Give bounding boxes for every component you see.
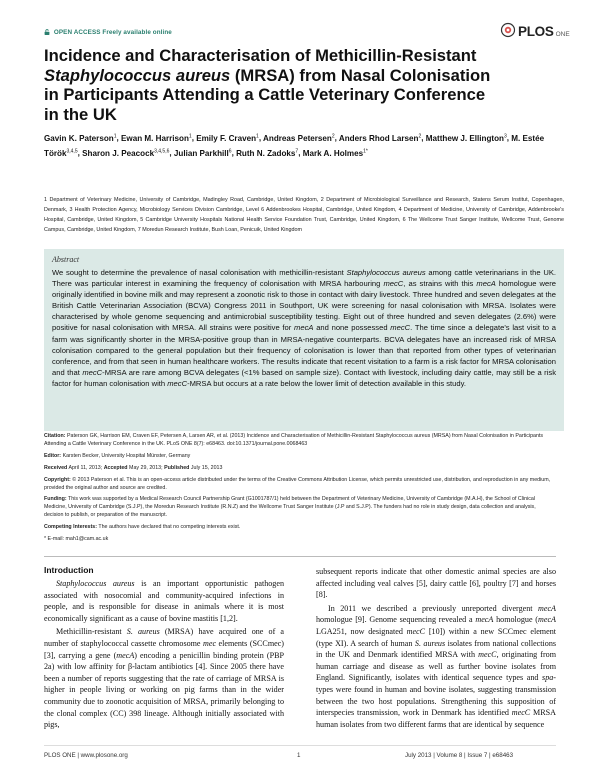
email[interactable]: * E-mail: mah1@cam.ac.uk [44,536,109,543]
right-column [316,566,556,732]
abstract-box [44,249,564,431]
footer-page-number: 1 [297,752,301,759]
footer-issue: July 2013 | Volume 8 | Issue 7 | e68463 [405,752,514,759]
open-lock-icon [44,29,50,35]
author-affiliation-marker: 1 [256,133,259,139]
author-name: Ruth N. Zadoks$^7$ [236,148,299,158]
author-name: Mark A. Holmes$^{1*}$ [302,148,368,158]
author-affiliation-marker: 1 [188,133,192,139]
abstract-text: We sought to determine the prevalence of nasal colonisation with methicillin-resistant Staphylococcus aureus among cattle veterinarians in the UK. There was particular interest in examining the frequency of colonisation with MRSA harbouring mecC, as strains with this mecA homologue were originally identified in bovine milk and may represent a zoonotic risk to those in contact with dairy livestock. Three hundred and seven delegates at the British Cattle Veterinarian Association (BCVA) Congress 2011 in Southport, UK were screening for nasal colonisation with MRSA. Isolates were characterised by whole genome sequencing and antimicrobial susceptibility testing. Eight out of three hundred and seven delegates (2.6%) were positive for nasal colonisation with MRSA. All strains were positive for mecA and none possessed mecC. The time since a delegate's last visit to a farm was significantly shorter in the MRSA-positive group than in MRSA-negative counterparts. BCVA delegates have an increased risk of MRSA colonisation compared to the general population but their frequency of colonisation is lower than that reported from other types of veterinarian conference, and from that seen in human healthcare workers. The results indicate that recent visitation to a farm is a risk factor for MRSA colonisation and that mecC-MRSA are rare among BCVA delegates (<1% based on sample size). Contact with livestock, including dairy cattle, may still be a risk factor for human colonisation with mecC-MRSA but occurs at a rate below the lower limit of detection available in this study. [52,268,557,388]
author-affiliation-marker: 1* [363,148,368,155]
competing-interests: Competing Interests: The authors have declared that no competing interests exist. [44,524,241,531]
author-name: Ewan M. Harrison$^1$ [121,133,192,143]
journal-logo-sub: ONE [555,31,570,38]
author-affiliation-marker: 2 [418,133,422,139]
author-name: Anders Rhod Larsen$^2$ [338,133,422,143]
author-list: Gavin K. Paterson$^1$, Ewan M. Harrison$^1$, Emily F. Craven$^1$, Andreas Petersen$^2$, Anders Rhod Larsen$^2$, Matthew J. Ellington$^3$, M. Estée Török$^{3,4,5}$, Sharon J. Peacock$^{3,4,5,6}$, Julian Parkhill$^6$, Ruth N. Zadoks$^7$, Mark A. Holmes$^{1*}$ [44,133,545,158]
article-metadata [44,433,556,548]
section-divider [44,556,556,557]
introduction-heading: Introduction [44,565,94,575]
left-column [44,578,284,733]
paragraph: subsequent reports indicate that other domestic animal species are also affected including veal calves [5], dairy cattle [6], poultry [7] and horses [8]. [316,567,556,600]
journal-logo-text: PLOS [518,24,554,39]
abstract-heading: Abstract [52,255,80,264]
citation: Citation: Paterson GK, Harrison EM, Craven EF, Petersen A, Larsen AR, et al. (2013) Incidence and Characterisation of Methicillin-Resistant Staphylococcus aureus (MRSA) from Nasal Colonisation in Participants Attending a Cattle Veterinary Conference in the UK. PLoS ONE 8(7): e68463. doi:10.1371/journal.pone.0068463 [44,433,544,447]
author-affiliation-marker: 7 [295,148,299,155]
footer-journal[interactable]: PLOS ONE | www.plosone.org [44,752,128,759]
footer-divider [44,745,556,746]
author-name: Emily F. Craven$^1$ [196,133,259,143]
affiliations: 1 Department of Veterinary Medicine, University of Cambridge, Madingley Road, Cambridge, United Kingdom, 2 Department of Microbiological Surveillance and Research, Statens Serum Institut, Copenhagen, Denmark, 3 Health Protection Agency, Microbiology Services Division Cambridge, Level 6 Addenbrookes Hospital, Cambridge, United Kingdom, 4 Department of Medicine, University of Cambridge, Addenbrooke's Hospital, Cambridge, United Kingdom, 5 Cambridge University Hospitals National Health Service Foundation Trust, Cambridge, United Kingdom, 6 The Wellcome Trust Sanger Institute, Wellcome Trust, Genome Campus, Cambridge, United Kingdom, 7 Moredun Research Institute, Bush Loan, Penicuik, United Kingdom [44,197,564,233]
funding: Funding: This work was supported by a Medical Research Council Partnership Grant (G1001787/1) held between the Department of Veterinary Medicine, University of Cambridge (M.A.H), the School of Clinical Medicine, University of Cambridge (S.J.P), the Moredun Research Institute (R.N.Z) and the Wellcome Trust Sanger Institute (J.P and S.J.P). The funders had no role in study design, data collection and analysis, decision to publish, or preparation of the manuscript. [44,496,536,519]
author-name: Sharon J. Peacock$^{3,4,5,6}$ [82,148,170,158]
author-affiliation-marker: 2 [331,133,335,139]
author-name: Julian Parkhill$^6$ [173,148,232,158]
open-access-text: OPEN ACCESS Freely available online [53,29,172,36]
article-title: Incidence and Characterisation of Methicillin-Resistant Staphylococcus aureus (MRSA) from Nasal Colonisation in Participants Attending a Cattle Veterinary Conference in the UK [44,46,491,124]
author-affiliation-marker: 6 [228,148,232,155]
plos-logo-icon [500,22,516,38]
paragraph: Staphylococcus aureus is an important opportunistic pathogen associated with nosocomial and community-acquired infections in people, and is responsible for disease in animals where it is most economically significant as a cause of bovine mastitis [1,2]. [44,579,284,623]
author-affiliation-marker: 3,4,5,6 [154,148,170,155]
copyright: Copyright: © 2013 Paterson et al. This is an open-access article distributed under the terms of the Creative Commons Attribution License, which permits unrestricted use, distribution, and reproduction in any medium, provided the original author and source are credited. [44,476,551,491]
author-name: Matthew J. Ellington$^3$ [425,133,507,143]
author-affiliation-marker: 3,4,5 [66,148,78,155]
editor: Editor: Karsten Becker, University Hospital Münster, Germany [44,452,191,459]
author-name: Andreas Petersen$^2$ [263,133,335,143]
paragraph: In 2011 we described a previously unreported divergent mecA homologue [9]. Genome sequencing revealed a mecA homologue (mecA LGA251, now designated mecC [10]) within a new SCCmec element (type XI). A search of human S. aureus isolates from national collections in the UK and Denmark identified MRSA with mecC, originating from human carriage and disease as well as further bovine isolates from England. Significantly, isolates with identical sequence types and spa-types were found in human and bovine isolates, suggesting transmission between the two host populations. Strengthening this supposition of interspecies transmission, work in Denmark has identified mecC MRSA human isolates from two different farms that are identical by sequence [316,603,557,729]
author-affiliation-marker: 3 [504,133,507,139]
author-affiliation-marker: 1 [113,133,117,139]
author-name: Gavin K. Paterson$^1$ [44,133,117,143]
journal-logo[interactable] [500,22,570,38]
open-access-banner [44,29,172,36]
author-name: M. Estée Török$^{3,4,5}$ [44,133,545,158]
dates: Received April 11, 2013; Accepted May 29, 2013; Published July 15, 2013 [44,464,223,471]
paragraph: Methicillin-resistant S. aureus (MRSA) have acquired one of a number of staphylococcal cassette chromosome mec elements (SCCmec) [3], carrying a gene (mecA) encoding a penicillin binding protein (PBP 2a) with low affinity for β-lactam antibiotics [4]. Since 2005 there have been a number of reports suggesting that the rate of carriage of MRSA is higher in people living or working on pig farms than in the wider community due to zoonotic acquisition of MRSA, primarily belonging to the clonal complex (CC) 398 lineage. Although initially associated with pigs, [44,627,285,730]
